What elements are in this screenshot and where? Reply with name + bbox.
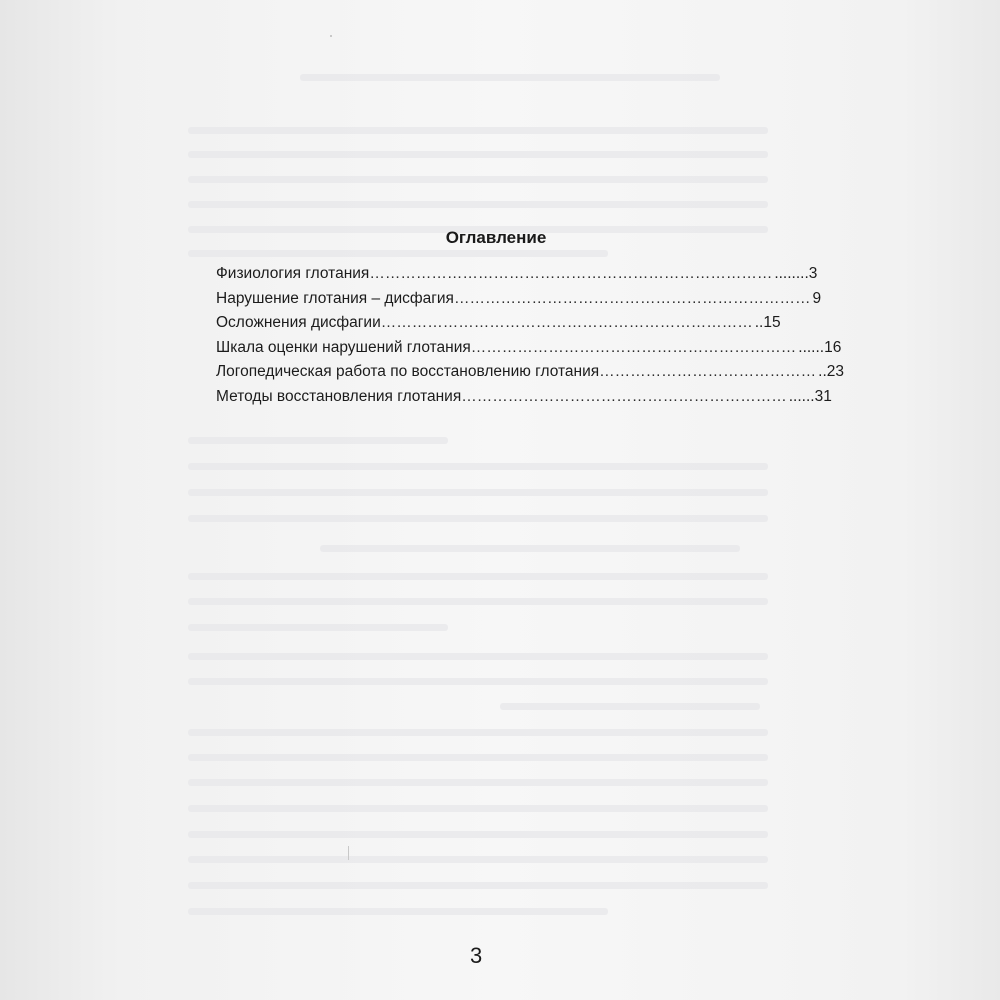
toc-page-number: ........3 [774, 265, 818, 282]
toc-page-number: 9 [812, 289, 822, 307]
toc-page-number: ......16 [798, 338, 842, 356]
toc-item[interactable] [216, 265, 818, 290]
toc-item[interactable] [216, 314, 781, 339]
toc-item[interactable] [216, 363, 844, 388]
toc-leader-dots: ……………………………………………………………… [380, 314, 753, 331]
toc-page-number: ......31 [788, 387, 832, 405]
toc-page-number: ..15 [754, 314, 781, 331]
toc-item-label: Методы восстановления глотания [216, 387, 462, 405]
speck [330, 35, 332, 37]
toc-leader-dots: …………………………………… [599, 363, 817, 380]
page-number: 3 [470, 943, 483, 968]
toc-item[interactable] [216, 338, 842, 364]
toc-leader-dots: …………………………………………………………… [453, 289, 811, 307]
toc-item-label: Логопедическая работа по восстановлению глотания [216, 363, 600, 380]
toc-leader-dots: ……………………………………………………… [461, 387, 787, 405]
toc-item[interactable] [216, 289, 822, 315]
toc-item[interactable] [216, 387, 832, 413]
toc-item-label: Осложнения дисфагии [216, 314, 381, 331]
toc-page-number: ..23 [818, 363, 844, 380]
toc-item-label: Шкала оценки нарушений глотания [216, 338, 471, 356]
toc-leader-dots: …………………………………………………………………… [369, 265, 773, 282]
table-of-contents [216, 228, 844, 412]
toc-title: Оглавление [445, 228, 547, 247]
toc-item-label: Нарушение глотания – дисфагия [216, 289, 454, 307]
toc-item-label: Физиология глотания [216, 265, 370, 282]
speck [348, 846, 349, 860]
toc-leader-dots: ……………………………………………………… [470, 338, 797, 356]
